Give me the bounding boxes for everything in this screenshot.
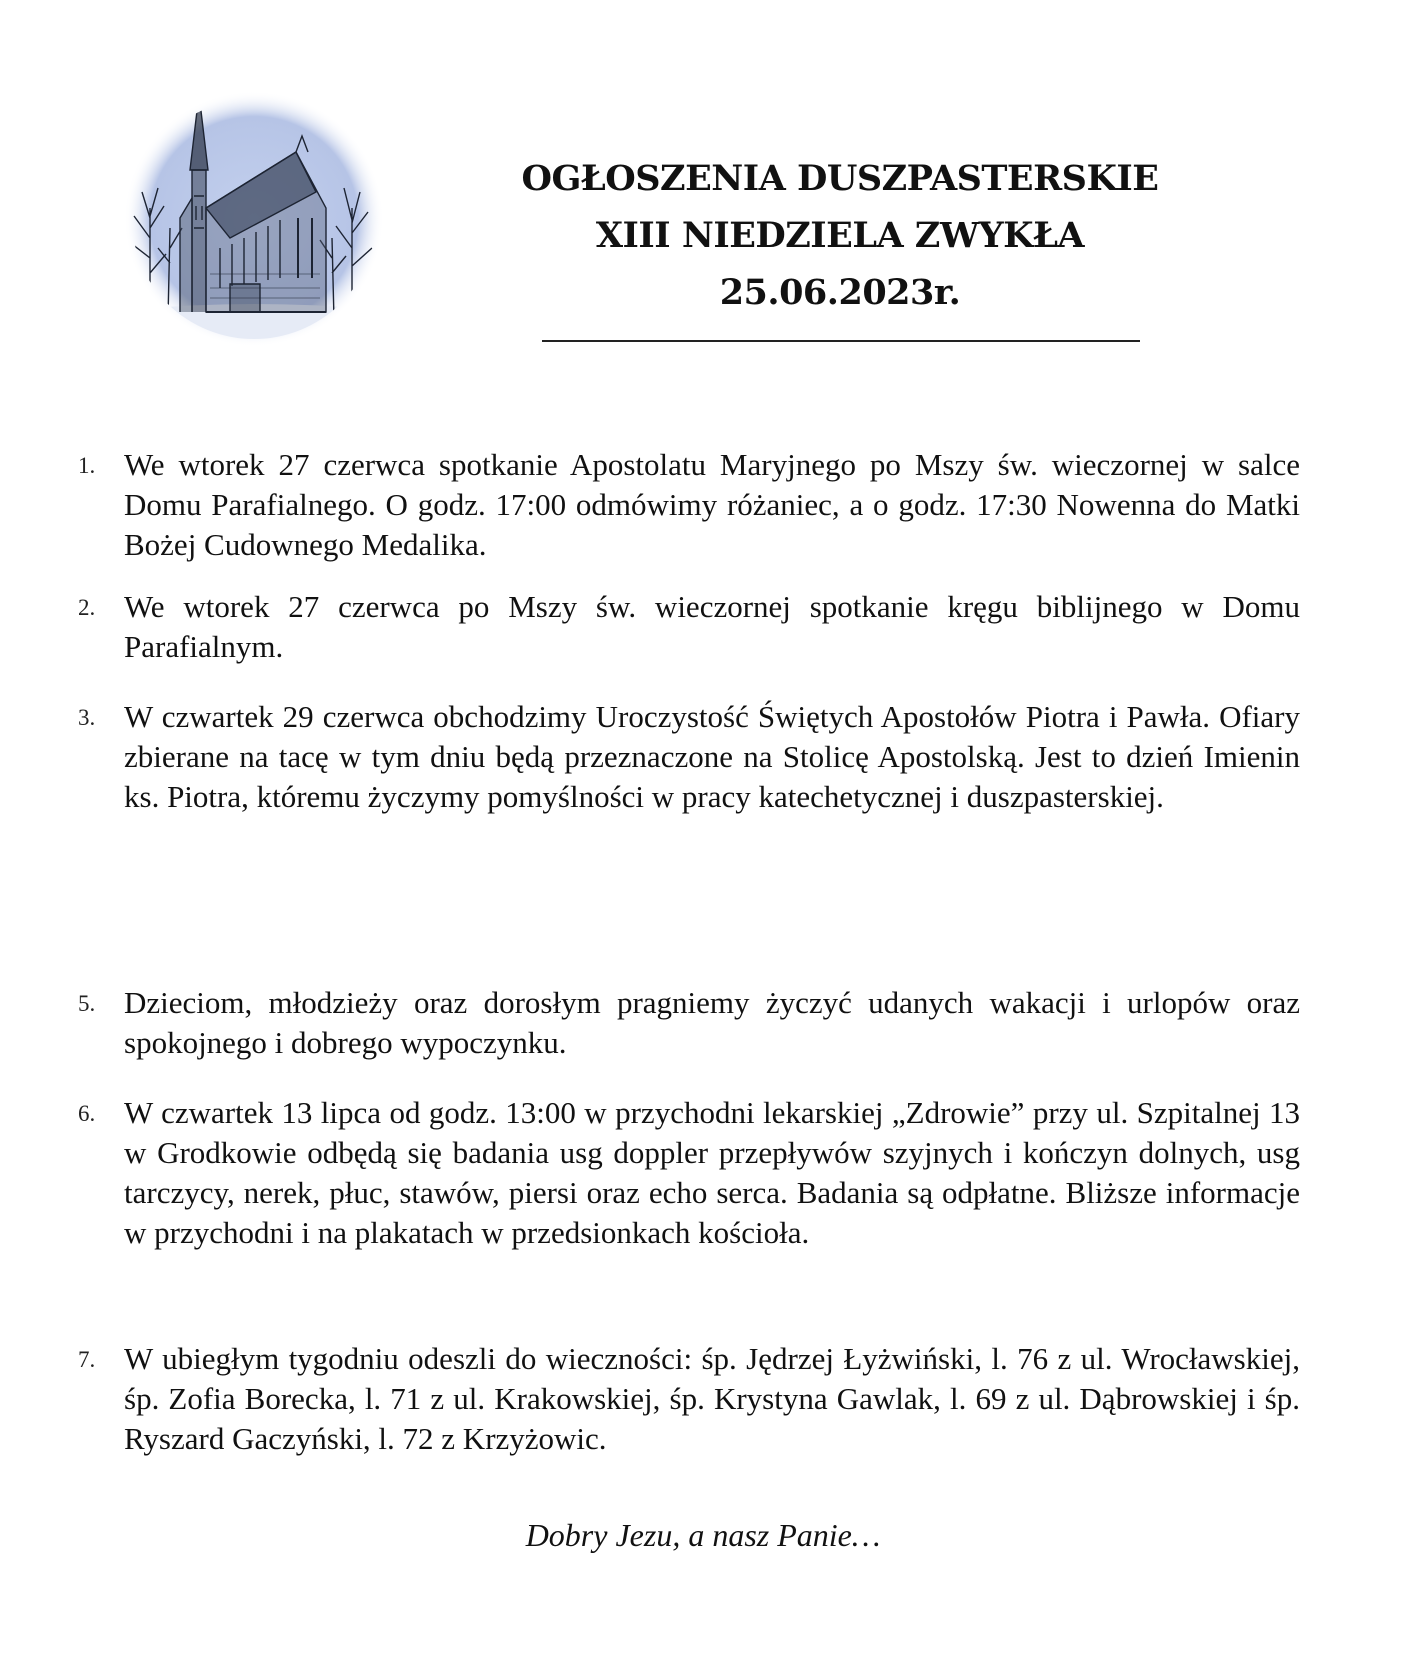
item-number: 5.	[78, 991, 96, 1016]
item-text: Dzieciom, młodzieży oraz dorosłym pragniemy życzyć udanych wakacji i urlopów oraz spokojnego i dobrego wypoczynku.	[124, 985, 1300, 1060]
header-divider	[542, 340, 1140, 342]
item-text: W czwartek 29 czerwca obchodzimy Uroczystość Świętych Apostołów Piotra i Pawła. Ofiary zbierane na tacę w tym dniu będą przeznaczone na Stolicę Apostolską. Jest to dzień Imienin ks. Piotra, któremu życzymy pomyślności w pracy katechetycznej i duszpasterskiej.	[124, 699, 1300, 814]
item-number: 2.	[78, 595, 96, 620]
church-drawing-icon	[120, 88, 388, 350]
item-number: 6.	[78, 1101, 96, 1126]
page-subtitle: XIII NIEDZIELA ZWYKŁA	[595, 215, 1085, 256]
page-date: 25.06.2023r.	[719, 272, 961, 313]
item-number: 1.	[78, 453, 96, 478]
item-number: 3.	[78, 705, 96, 730]
closing-prayer: Dobry Jezu, a nasz Panie…	[525, 1517, 881, 1553]
item-text: W czwartek 13 lipca od godz. 13:00 w przychodni lekarskiej „Zdrowie” przy ul. Szpitalnej 13 w Grodkowie odbędą się badania usg doppler przepływów szyjnych i kończyn dolnych, usg tarczycy, nerek, płuc, stawów, piersi oraz echo serca. Badania są odpłatne. Bliższe informacje w przychodni i na plakatach w przedsionkach kościoła.	[124, 1095, 1300, 1250]
item-text: We wtorek 27 czerwca po Mszy św. wieczornej spotkanie kręgu biblijnego w Domu Parafialnym.	[124, 589, 1300, 664]
item-text: We wtorek 27 czerwca spotkanie Apostolatu Maryjnego po Mszy św. wieczornej w salce Domu Parafialnego. O godz. 17:00 odmówimy różaniec, a o godz. 17:30 Nowenna do Matki Bożej Cudownego Medalika.	[124, 447, 1300, 562]
item-number: 7.	[78, 1347, 96, 1372]
page-title: OGŁOSZENIA DUSZPASTERSKIE	[521, 158, 1159, 199]
item-text: W ubiegłym tygodniu odeszli do wieczności: śp. Jędrzej Łyżwiński, l. 76 z ul. Wrocławskiej, śp. Zofia Borecka, l. 71 z ul. Krakowskiej, śp. Krystyna Gawlak, l. 69 z ul. Dąbrowskiej i śp. Ryszard Gaczyński, l. 72 z Krzyżowic.	[124, 1341, 1300, 1456]
announcement-header	[520, 150, 1160, 321]
